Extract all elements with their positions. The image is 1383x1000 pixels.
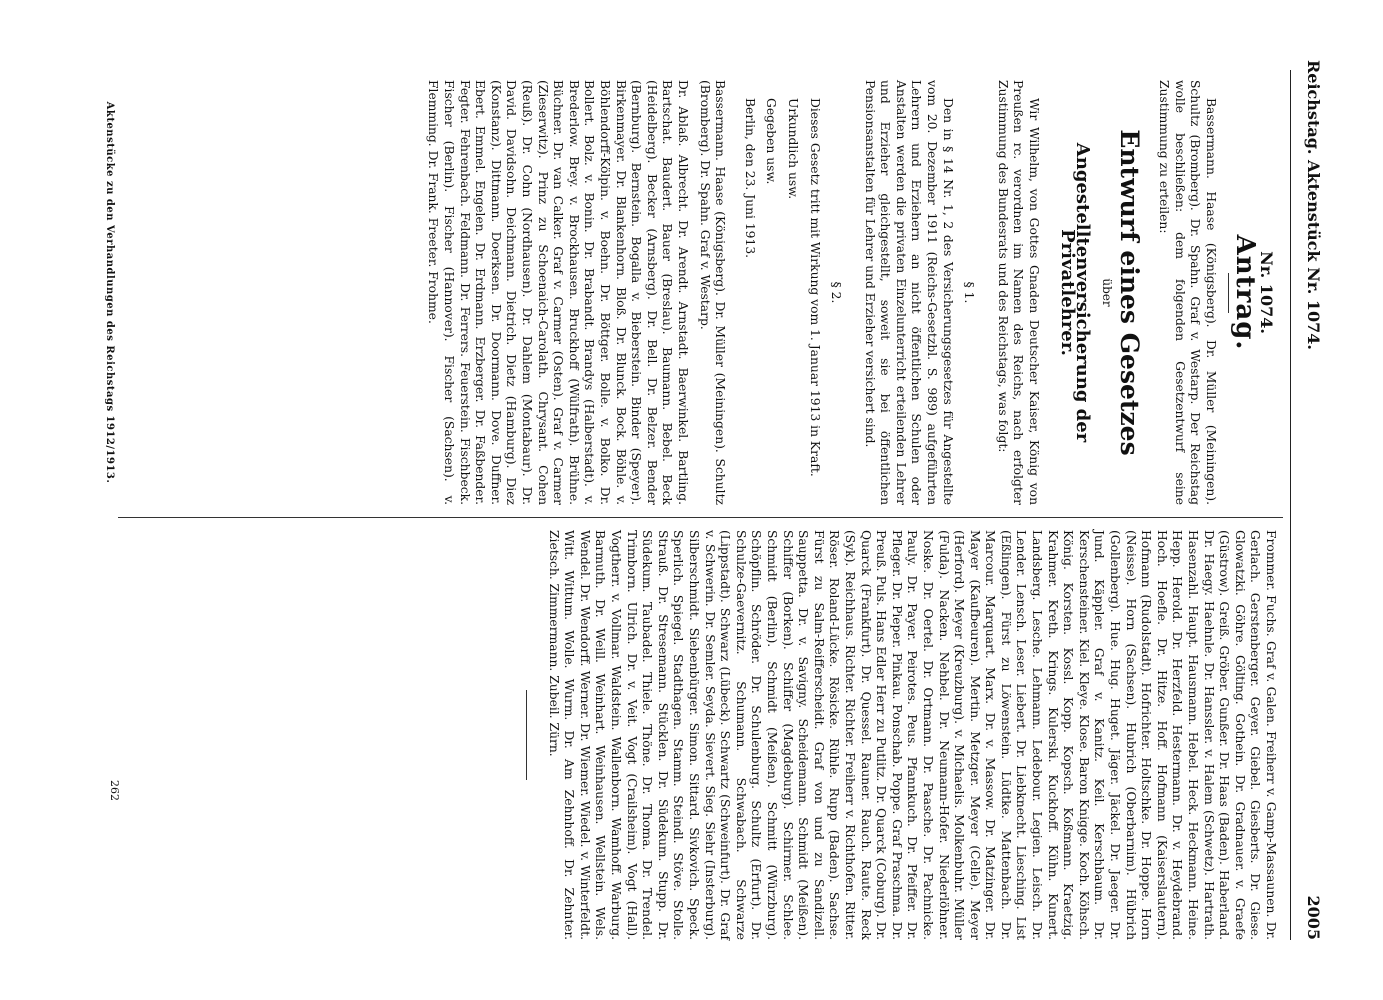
urkundlich: Urkundlich usw. (785, 98, 800, 200)
section-1-heading: § 1. (962, 281, 977, 304)
intro-paragraph: Bassermann. Haase (Königsberg). Dr. Müller (Meiningen). Schultz (Bromberg). Dr. Spahn. Graf v. Westarp. Der Reichstag wolle beschließen: dem folgenden Gesetzentwurf seine Zustimmung zu erteilen: (1157, 80, 1218, 505)
ueber-word: über (1099, 278, 1114, 307)
section-2-text: Dieses Gesetz tritt mit Wirkung vom 1. Januar 1913 in Kraft. (807, 98, 822, 477)
header-page-number: 2005 (1304, 895, 1323, 940)
antrag-heading: Antrag. (1230, 234, 1261, 351)
signatory-list-continued: Frommer. Fuchs. Graf v. Galen. Freiherr v. Gamp-Massaunen. Dr. Gerlach. Gerstenberger. Geyer. Giebel. Giesberts. Dr. Giese. Glowatzki. Göhre. Gölting. Gothein. Dr. Gradnauer. v. Graefe (Güstrow). Greiß. Gröber. Gunßer. Dr. Haas (Baden). Haberland. Dr. Haegy. Haehnle. Dr. Hanssler. v. Halem (Schwetz). Hartrath. Hasenzahl. Haupt. Hausmann. Hebel. Heck. Heckmann. Heine. Hepp. Herold. Dr. Herzfeld. Hestermann. Dr. v. Heydebrand. Hoch. Hoefle. Dr. Hitze. Hoff. Hofmann (Kaiserslautern). Hofmann (Rudolstadt). Hofrichter. Holtschke. Dr. Hoppe. Horn (Neisse). Horn (Sachsen). Hubrich (Oberbarnim). Hübrich (Gollenberg). Hue. Hug. Huget. Jäger. Jäckel. Dr. Jaeger. Dr. Jund. Käppler. Graf v. Kanitz. Keil. Kerschbaum. Dr. Kerschensteiner. Kiel. Kleye. Klose. Baron Knigge. Koch. Köhsch. König. Korsten. Kossl. Kopp. Kopsch. Koßmann. Kraetzig. Krahmer. Kreth. Krings. Kulerski. Kuckhoff. Kühn. Kunert. Landsberg. Lesche. Lehmann. Ledebour. Legien. Leisch. Dr. Lender. Lensch. Leser. Liebert. Dr. Liebknecht. Liesching. List (Eßlingen). Fürst zu Löwenstein. Lüdtke. Mattenbach. Dr. Marcour. Marquart. Marx. Dr. v. Massow. Dr. Matzinger. Dr. Mayer (Kaufbeuren). Mertin. Metzger. Meyer (Celle). Meyer (Herford). Meyer (Kreuzburg). v. Michaelis. Molkenbuhr. Müller (Fulda). Nacken. Nehbel. Dr. Neumann-Hofer. Niederlöhner. Noske. Dr. Oertel. Dr. Ortmann. Dr. Paasche. Dr. Pachnicke. Pauly. Dr. Payer. Peirotes. Peus. Pfannkuch. Dr. Pfeiffer. Dr. Pfleger. Dr. Pieper. Pinkau. Ponschab. Poppe. Graf Praschma. Dr. Preuß. Puls. Hans Edler Herr zu Putlitz. Dr. Quarck (Coburg). Dr. Quarck (Frankfurt). Dr. Quessel. Rauner. Rauch. Raute. Reck (Syk). Reichhaus. Richter. Richter. Freiherr v. Richthofen. Ritter. Röser. Roland-Lücke. Rösicke. Rühle. Rupp (Baden). Sachse. Fürst zu Salm-Reifferscheidt. Graf von und zu Sandizell. Sauppetta. Dr. v. Savigny. Scheidemann. Schmidt (Meißen). Schiffer (Borken). Schiffer (Magdeburg). Schirmer. Schlee. Schmidt (Berlin). Schmidt (Meißen). Schmitt (Würzburg). Schöpflin. Schröder. Dr. Schulenburg. Schultz (Erfurt). Dr. Schulze-Gaevernitz. Schumann. Schwabach. Schwarze (Lippstadt). Schwarz (Lübeck). Schwartz (Schweinfurt). Dr. Graf v. Schwerin. Dr. Semler. Seyda. Sievert. Sieg. Siehr (Insterburg). Silberschmidt. Siebenbürger. Simon. Sittard. Sivkovich. Speck. Sperlich. Spiegel. Stadthagen. Stamm. Steindl. Stöve. Stolle. Strauß. Dr. Stresemann. Stücklen. Dr. Südekum. Stupp. Dr. Südekum. Taubadel. Thiele. Thöne. Dr. Thoma. Dr. Trendel. Trimborn. Ulrich. Dr. v. Veit. Vogt (Crailsheim). Vogt (Hall). Vogtherr. v. Vollmar. Waldstein. Wallenborn. Wamhoff. Warburg. Barmuth. Dr. Weill. Weinhart. Weinhausen. Wellstein. Wels. Wendel. Dr. Wendorff. Werner. Dr. Wiemer. Wiedel. v. Winterfeldt. Witt. Wittum. Wolle. Wurm. Dr. Am Zehnhoff. Dr. Zehnter. Zietsch. Zimmermann. Zubeil. Zürn. (546, 530, 1278, 940)
column-divider (118, 517, 1283, 518)
header-rule (1290, 70, 1291, 940)
co-signatories: Dr. Ablaß. Albrecht. Dr. Arendt. Arnstadt. Baerwinkel. Bartling. Bartschat. Baudert. Bauer (Breslau). Baumann. Bebel. Beck (Heidelberg). Becker (Arnsberg). Dr. Bell. Dr. Belzer. Bender (Bernburg). Bernstein. Bogalla v. Bieberstein. Binder (Speyer). Birkenmayer. Dr. Blankenhorn. Bloß. Dr. Blunck. Bock. Böhle. v. Böhlendorff-Kölpin. v. Boehn. Dr. Böttger. Bolle. v. Bolko. Dr. Bollert. Bolz. v. Bonin. Dr. Brabandt. Brandys (Halberstadt). v. Brederlow. Brey. v. Brockhausen. Bruckhoff (Wülfrath). Brühne. Büchner. Dr. van Calker. Graf v. Carmer (Osten). Graf v. Carmer (Zieserwitz). Prinz zu Schoenaich-Carolath. Chrysant. Cohen (Reuß). Dr. Cohn (Nordhausen). Dr. Dahlem (Montabaur). Dr. David. Davidsohn. Deichmann. Dietrich. Dietz (Hamburg). Diez (Konstanz). Dittmann. Doerksen. Dr. Doormann. Dove. Duffner. Ebert. Emmel. Engelen. Dr. Erdmann. Erzberger. Dr. Faßbender. Fegter. Fehrenbach. Feldmann. Dr. Ferrers. Feuerstein. Fischbeck. Fischer (Berlin). Fischer (Hannover). Fischer (Sachsen). v. Flemming. Dr. Frank. Freeter. Frohme. (426, 80, 690, 505)
left-column (118, 80, 1278, 505)
preamble: Wir Wilhelm, von Gottes Gnaden Deutscher Kaiser, König von Preußen rc. verordnen im Namen des Reichs, nach erfolgter Zustimmung des Bundesrats und des Reichstags, was folgt: (995, 80, 1042, 505)
footer-note: Aktenstücke zu den Verhandlungen des Reichstags 1912/1913. (104, 101, 115, 484)
section-2-heading: § 2. (829, 281, 844, 304)
section-1-text: Den in § 14 Nr. 1, 2 des Versicherungsgesetzes für Angestellte vom 20. Dezember 1911 (Reichs-Gesetzbl. S. 989) aufgeführten Lehrern und Erziehern an nicht öffentlichen Schulen oder Anstalten werden die privaten Einzelunterricht erteilenden Lehrer und Erzieher gleichgestellt, soweit sie bei öffentlichen Pensionsanstalten für Lehrer und Erzieher versichert sind. (862, 80, 955, 505)
law-title: Angestelltenversicherung der Privatlehrer. (1056, 142, 1094, 443)
right-column (118, 530, 1278, 940)
short-rule (1228, 273, 1229, 313)
gegeben: Gegeben usw. (764, 98, 779, 185)
entwurf-heading: Entwurf eines Gesetzes (1115, 129, 1145, 456)
main-signatories: Bassermann. Haase (Königsberg). Dr. Müller (Meiningen). Schultz (Bromberg). Dr. Spahn. Graf v. Westarp. (697, 80, 728, 505)
date-line: Berlin, den 23. Juni 1913. (742, 98, 757, 259)
running-header (1293, 60, 1323, 940)
header-title: Reichstag. Aktenstück Nr. 1074. (1304, 60, 1323, 350)
document-number: Nr. 1074. (1257, 251, 1276, 334)
page-number: 262 (108, 780, 121, 801)
closing-rule (526, 690, 527, 780)
